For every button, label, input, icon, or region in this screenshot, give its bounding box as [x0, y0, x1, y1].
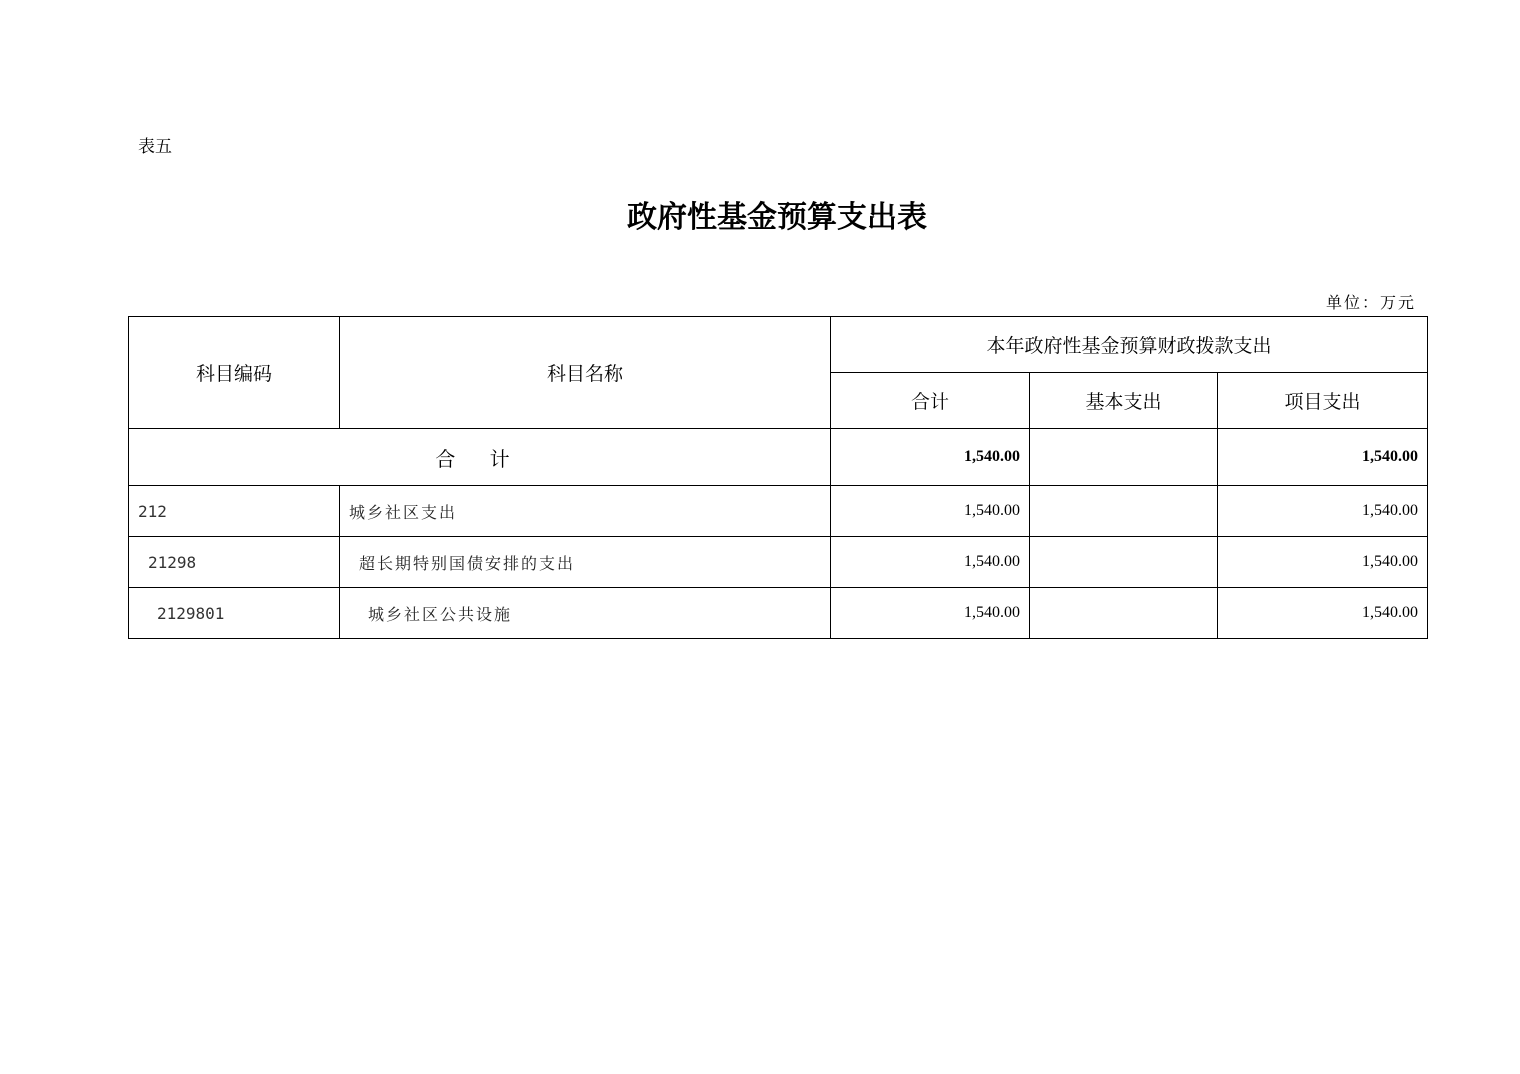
page-title: 政府性基金预算支出表: [627, 200, 927, 235]
table-row: [129, 588, 1428, 639]
row-total: 1,540.00: [831, 588, 1030, 639]
row-total: 1,540.00: [831, 486, 1030, 537]
table-number-label: 表五: [138, 137, 172, 157]
header-row-1: [129, 317, 1428, 373]
row-project: 1,540.00: [1218, 537, 1428, 588]
row-basic: [1030, 537, 1218, 588]
total-basic: [1030, 429, 1218, 486]
unit-label: 单位：万元: [1325, 293, 1416, 312]
header-code: 科目编码: [129, 317, 340, 429]
table-row: [129, 537, 1428, 588]
header-basic: 基本支出: [1030, 373, 1218, 429]
row-code: 21298: [129, 537, 340, 588]
row-name: 城乡社区公共设施: [340, 588, 831, 639]
budget-table: [128, 316, 1428, 639]
header-total: 合计: [831, 373, 1030, 429]
row-name: 城乡社区支出: [340, 486, 831, 537]
row-total: 1,540.00: [831, 537, 1030, 588]
row-project: 1,540.00: [1218, 486, 1428, 537]
row-name: 超长期特别国债安排的支出: [340, 537, 831, 588]
row-basic: [1030, 588, 1218, 639]
header-group: 本年政府性基金预算财政拨款支出: [831, 317, 1428, 373]
header-name: 科目名称: [340, 317, 831, 429]
row-code: 212: [129, 486, 340, 537]
total-sum: 1,540.00: [831, 429, 1030, 486]
total-project: 1,540.00: [1218, 429, 1428, 486]
total-row: [129, 429, 1428, 486]
row-code: 2129801: [129, 588, 340, 639]
table-row: [129, 486, 1428, 537]
header-project: 项目支出: [1218, 373, 1428, 429]
row-project: 1,540.00: [1218, 588, 1428, 639]
row-basic: [1030, 486, 1218, 537]
total-label: 合 计: [129, 429, 831, 486]
